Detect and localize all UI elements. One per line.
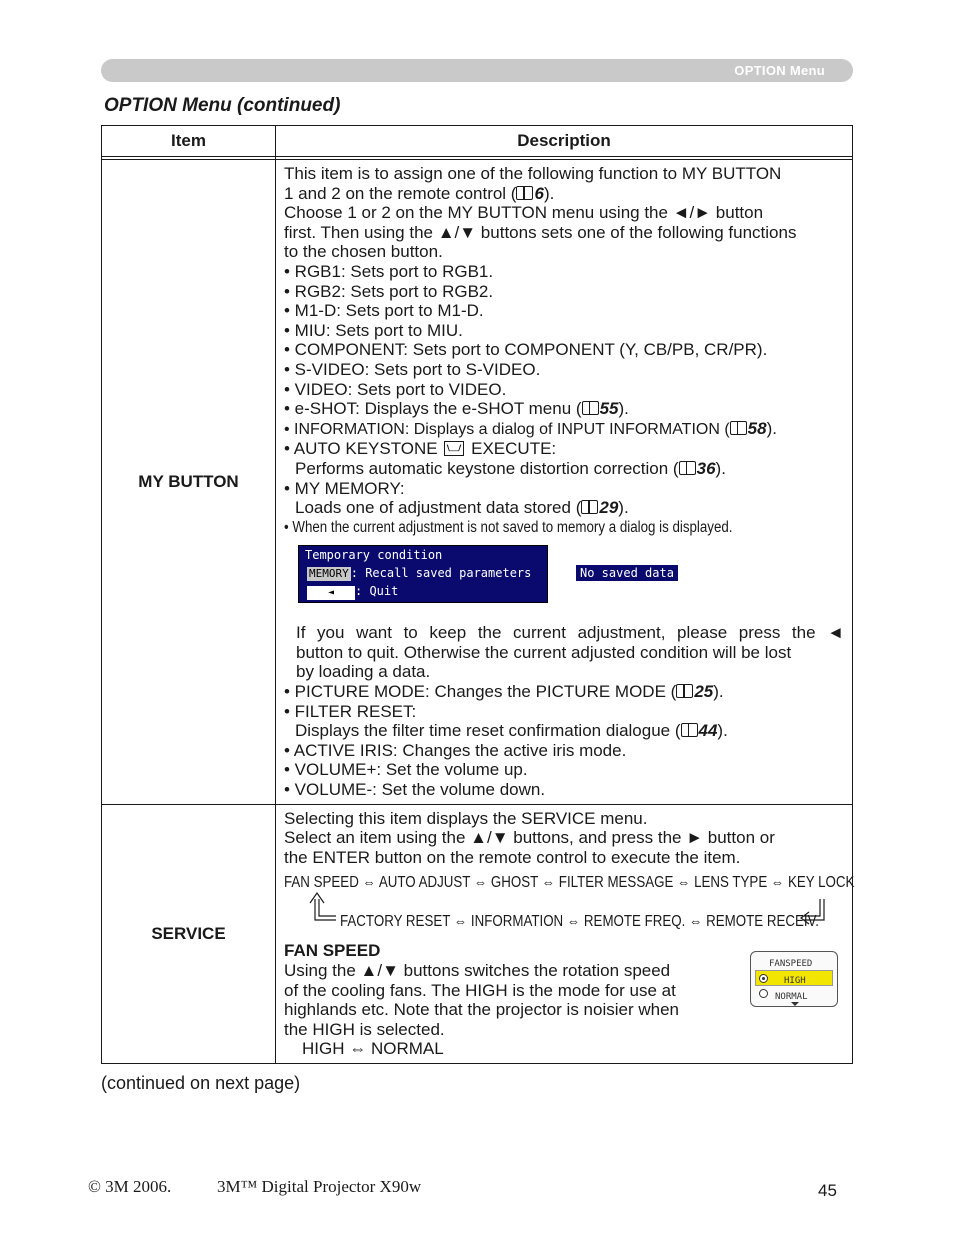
- list-item: • e-SHOT: Displays the e-SHOT menu ( 55).: [284, 399, 629, 419]
- page-ref: 44: [698, 721, 718, 741]
- flow-line-1: FAN SPEED ⇔ AUTO ADJUST ⇔ GHOST ⇔ FILTER MESSAGE ⇔ LENS TYPE ⇔ KEY LOCK: [284, 874, 855, 892]
- item-my-button: MY BUTTON: [102, 160, 276, 805]
- page-ref: 25: [694, 682, 714, 702]
- text-line: Selecting this item displays the SERVICE menu.: [284, 808, 648, 828]
- osd-line: : Quit: [355, 584, 399, 599]
- list-item: • RGB2: Sets port to RGB2.: [284, 281, 494, 301]
- osd-title: Temporary condition: [305, 548, 443, 563]
- radio-selected-icon: [759, 974, 768, 983]
- fan-speed-osd: [750, 951, 838, 1007]
- list-item: • MY MEMORY:: [284, 478, 405, 498]
- header-bar: [101, 59, 853, 82]
- item-service: SERVICE: [102, 804, 276, 1063]
- text-line: to the chosen button.: [284, 242, 443, 262]
- text-line: Using the ▲/▼ buttons switches the rotation speed: [284, 961, 671, 980]
- text-line: HIGH ⇔ NORMAL: [302, 1039, 444, 1059]
- description-service: [276, 804, 853, 1063]
- page-ref: 36: [696, 458, 716, 478]
- text-line: highlands etc. Note that the projector is noisier when: [284, 1000, 680, 1020]
- memory-dialog-illustration: [298, 545, 844, 617]
- page-number: 45: [818, 1181, 837, 1200]
- text-line: by loading a data.: [296, 662, 431, 682]
- book-icon: [516, 186, 533, 200]
- header-section-label: OPTION Menu: [734, 63, 825, 78]
- text-line: the HIGH is selected.: [284, 1019, 445, 1039]
- text-line: This item is to assign one of the following function to MY BUTTON: [284, 164, 782, 183]
- footer-copyright: © 3M 2006.: [88, 1177, 172, 1196]
- fan-osd-title: FANSPEED: [769, 959, 813, 970]
- table-row: [102, 160, 853, 805]
- book-icon: [582, 401, 599, 415]
- text-line: If you want to keep the current adjustment, please press the ◄: [296, 623, 844, 643]
- osd-dialog: [298, 545, 548, 603]
- list-item: • VOLUME-: Set the volume down.: [284, 780, 546, 800]
- service-menu-flow: [284, 873, 855, 937]
- text-line: of the cooling fans. The HIGH is the mode for use at: [284, 980, 676, 1000]
- text-line: first. Then using the ▲/▼ buttons sets one of the following functions: [284, 222, 797, 242]
- list-item: • ACTIVE IRIS: Changes the active iris mode.: [284, 740, 627, 760]
- book-icon: [676, 684, 693, 698]
- description-my-button: [276, 160, 853, 805]
- list-item: • COMPONENT: Sets port to COMPONENT (Y, CB/PB, CR/PR).: [284, 340, 768, 360]
- page-ref: 29: [599, 498, 619, 518]
- page-ref: 6: [534, 183, 544, 203]
- list-item: • VOLUME+: Set the volume up.: [284, 760, 528, 780]
- fan-speed-heading: FAN SPEED: [284, 941, 381, 961]
- list-item: • INFORMATION: Displays a dialog of INPUT INFORMATION ( 58).: [284, 418, 777, 438]
- column-header-item: Item: [102, 126, 276, 157]
- list-item: • FILTER RESET:: [284, 701, 417, 721]
- list-item: • RGB1: Sets port to RGB1.: [284, 261, 494, 281]
- list-item-detail: Performs automatic keystone distortion correction ( 36).: [295, 458, 726, 478]
- osd-message: No saved data: [576, 565, 678, 581]
- book-icon: [679, 461, 696, 475]
- fan-speed-section: [284, 941, 844, 1059]
- text-line: button to quit. Otherwise the current adjusted condition will be lost: [296, 642, 792, 662]
- list-item: • MIU: Sets port to MIU.: [284, 320, 463, 340]
- book-icon: [681, 723, 698, 737]
- continued-note: (continued on next page): [101, 1073, 301, 1093]
- radio-icon: [759, 989, 768, 998]
- list-item: • S-VIDEO: Sets port to S-VIDEO.: [284, 359, 541, 379]
- book-icon: [581, 500, 598, 514]
- fan-option-high: [755, 970, 833, 986]
- fan-option-normal: NORMAL: [775, 992, 808, 1003]
- list-item-detail: Loads one of adjustment data stored ( 29).: [295, 498, 629, 518]
- text-line: the ENTER button on the remote control to execute the item.: [284, 847, 741, 867]
- keystone-icon: [444, 441, 464, 456]
- page-ref: 58: [747, 418, 767, 438]
- left-arrow-icon: ◄: [307, 586, 355, 600]
- flow-line-2: FACTORY RESET ⇔ INFORMATION ⇔ REMOTE FREQ. ⇔ REMOTE RECEIV.: [340, 913, 819, 931]
- list-item: • VIDEO: Sets port to VIDEO.: [284, 379, 507, 399]
- page-ref: 55: [599, 399, 619, 419]
- book-icon: [730, 421, 747, 435]
- table-header-row: [102, 126, 853, 157]
- footer-product: 3M™ Digital Projector X90w: [217, 1177, 422, 1196]
- page-title: OPTION Menu (continued): [104, 95, 341, 116]
- list-item-detail: Displays the filter time reset confirmation dialogue ( 44).: [295, 721, 728, 741]
- list-item: • PICTURE MODE: Changes the PICTURE MODE ( 25).: [284, 682, 724, 702]
- list-item: • M1-D: Sets port to M1-D.: [284, 301, 484, 321]
- memory-key: MEMORY: [309, 567, 349, 581]
- down-arrow-icon: [791, 1002, 799, 1006]
- fan-option-label: HIGH: [784, 976, 806, 987]
- table-row: [102, 804, 853, 1063]
- text-line: 1 and 2 on the remote control ( 6).: [284, 183, 555, 203]
- list-item: • AUTO KEYSTONE EXECUTE:: [284, 439, 557, 459]
- osd-line: : Recall saved parameters: [350, 566, 532, 581]
- column-header-description: Description: [276, 126, 853, 157]
- option-table: [101, 125, 853, 1064]
- text-line: Select an item using the ▲/▼ buttons, and press the ► button or: [284, 828, 775, 848]
- note-line: • When the current adjustment is not saved to memory a dialog is displayed.: [284, 518, 733, 536]
- text-line: Choose 1 or 2 on the MY BUTTON menu using the ◄/► button: [284, 203, 764, 223]
